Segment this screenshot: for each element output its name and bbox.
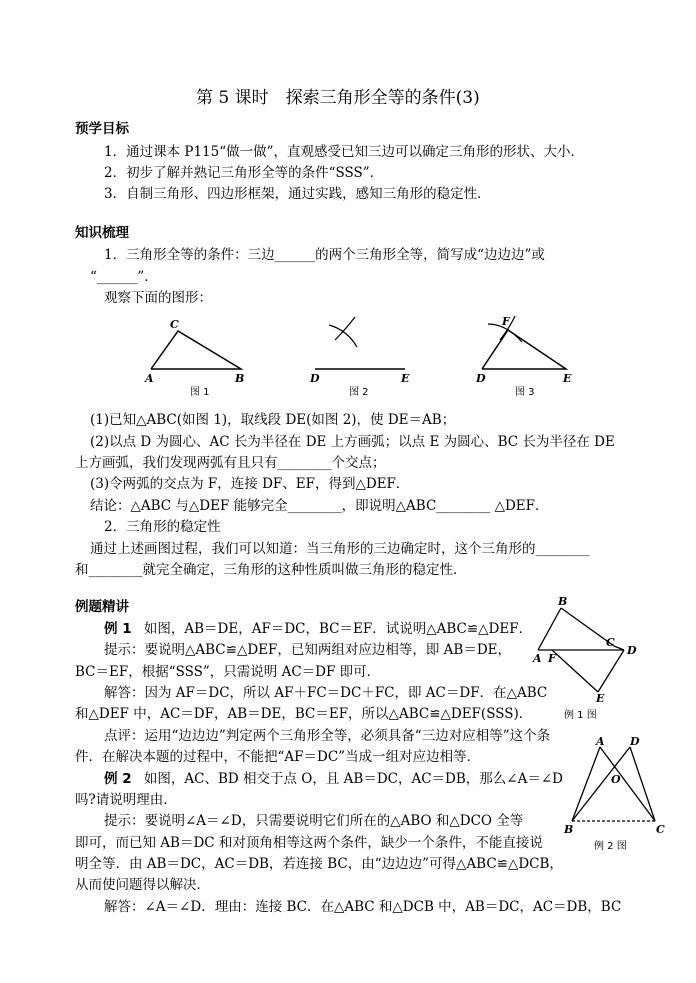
- example-2-line: 提示：要说明∠A＝∠D，只需要说明它们所在的△ABO 和△DCO 全等: [104, 813, 524, 829]
- point-label-c: C: [170, 318, 179, 331]
- example-1-question: [104, 620, 532, 638]
- example-2-text: 如图，AC、BD 相交于点 O，且 AB＝DC，AC＝DB，那么∠A＝∠D: [143, 771, 563, 787]
- example-1-line: BC＝EF，根据“SSS”，只需说明 AC＝DF 即可．: [75, 664, 381, 680]
- example-2-line: 即可，而已知 AB＝DC 和对顶角相等这两个条件，缺少一个条件，不能直接说: [75, 835, 543, 851]
- example-1-line: 件．在解决本题的过程中，不能把“AF＝DC”当成一组对应边相等．: [75, 749, 481, 765]
- point-label-e: E: [596, 692, 605, 705]
- figure-caption: 图 1: [190, 387, 210, 398]
- knowledge-line: 1．三角形全等的条件：三边______的两个三角形全等，简写成“边边边”或: [104, 247, 545, 263]
- figure-1-triangle-abc: [140, 312, 250, 398]
- goal-item: 2．初步了解并熟记三角形全等的条件“SSS”．: [104, 165, 384, 181]
- goal-item: 3．自制三角形、四边形框架，通过实践，感知三角形的稳定性．: [104, 186, 491, 202]
- point-label-a: A: [533, 652, 542, 665]
- step-line: 上方画弧，我们发现两弧有且只有________个交点；: [75, 455, 386, 471]
- point-label-c: C: [606, 636, 615, 649]
- goal-item: 1．通过课本 P115“做一做”，直观感受已知三边可以确定三角形的形状、大小．: [104, 144, 585, 160]
- example-1-line: 点评：运用“边边边”判定两个三角形全等，必须具备“三边对应相等”这个条: [104, 728, 551, 744]
- example-1-label: 例 1: [104, 621, 132, 637]
- section-heading-examples: 例题精讲: [75, 599, 129, 615]
- example-2-line: 解答：∠A＝∠D．理由：连接 BC．在△ABC 和△DCB 中，AB＝DC，AC＝DB，BC: [104, 899, 622, 915]
- figure-caption: 例 1 图: [564, 710, 597, 721]
- point-label-a: A: [596, 735, 605, 748]
- point-label-f: F: [502, 315, 510, 328]
- figure-2-segment-de: [305, 312, 415, 398]
- observe-text: 观察下面的图形：: [104, 290, 212, 306]
- example-1-line: 提示：要说明△ABC≌△DEF，已知两组对应边相等，即 AB＝DE，: [104, 642, 512, 658]
- example-1-line: 和△DEF 中，AC＝DF，AB＝DE，BC＝EF，所以△ABC≌△DEF(SSS)．: [75, 706, 533, 722]
- example-2-question: [104, 770, 563, 788]
- example-2-line: 从而使问题得以解决．: [75, 877, 210, 893]
- knowledge-item-2: 2．三角形的稳定性: [104, 519, 221, 535]
- point-label-b: B: [235, 372, 245, 385]
- example-1-text: 如图，AB＝DE，AF＝DC，BC＝EF．试说明△ABC≌△DEF．: [143, 621, 533, 637]
- example-1-line: 解答：因为 AF＝DC，所以 AF＋FC＝DC＋FC，即 AC＝DF．在△ABC: [104, 685, 548, 701]
- stability-line: 和________就完全确定，三角形的这种性质叫做三角形的稳定性．: [75, 562, 467, 578]
- point-label-d: D: [310, 372, 320, 385]
- point-label-e: E: [401, 372, 410, 385]
- point-label-o: O: [611, 773, 621, 786]
- example-2-label: 例 2: [104, 771, 132, 787]
- point-label-b: B: [558, 595, 568, 608]
- point-label-a: A: [145, 372, 154, 385]
- point-label-d: D: [476, 372, 486, 385]
- section-heading-preview-goals: 预学目标: [75, 121, 129, 137]
- step-line: (1)已知△ABC(如图 1)，取线段 DE(如图 2)，使 DE＝AB；: [90, 412, 456, 428]
- point-label-c: C: [656, 823, 665, 836]
- example-2-figure: [560, 733, 670, 857]
- page-title: 第 5 课时 探索三角形全等的条件(3): [196, 88, 480, 108]
- example-2-line: 吗?请说明理由．: [75, 792, 177, 808]
- example-1-figure: [528, 594, 648, 722]
- stability-line: 通过上述画图过程，我们可以知道：当三角形的三边确定时，这个三角形的________: [90, 541, 590, 557]
- point-label-e: E: [563, 372, 572, 385]
- step-line: (3)令两弧的交点为 F，连接 DF、EF，得到△DEF．: [90, 476, 410, 492]
- figure-3-triangle-def: [470, 312, 580, 398]
- step-line: (2)以点 D 为圆心、AC 长为半径在 DE 上方画弧；以点 E 为圆心、BC 长为半径在 DE: [90, 434, 615, 450]
- point-label-d: D: [627, 644, 637, 657]
- example-2-line: 明全等．由 AB＝DC，AC＝DB，若连接 BC，由“边边边”可得△ABC≌△DCB，: [75, 856, 563, 872]
- figure-caption: 图 2: [349, 387, 369, 398]
- figure-caption: 图 3: [515, 387, 535, 398]
- point-label-f: F: [548, 652, 556, 665]
- conclusion-line: 结论：△ABC 与△DEF 能够完全________，即说明△ABC________ △DEF．: [90, 498, 549, 514]
- knowledge-line: “______”．: [90, 269, 158, 285]
- figure-caption: 例 2 图: [594, 841, 627, 852]
- section-heading-knowledge: 知识梳理: [75, 225, 129, 241]
- point-label-d: D: [630, 735, 640, 748]
- point-label-b: B: [564, 823, 574, 836]
